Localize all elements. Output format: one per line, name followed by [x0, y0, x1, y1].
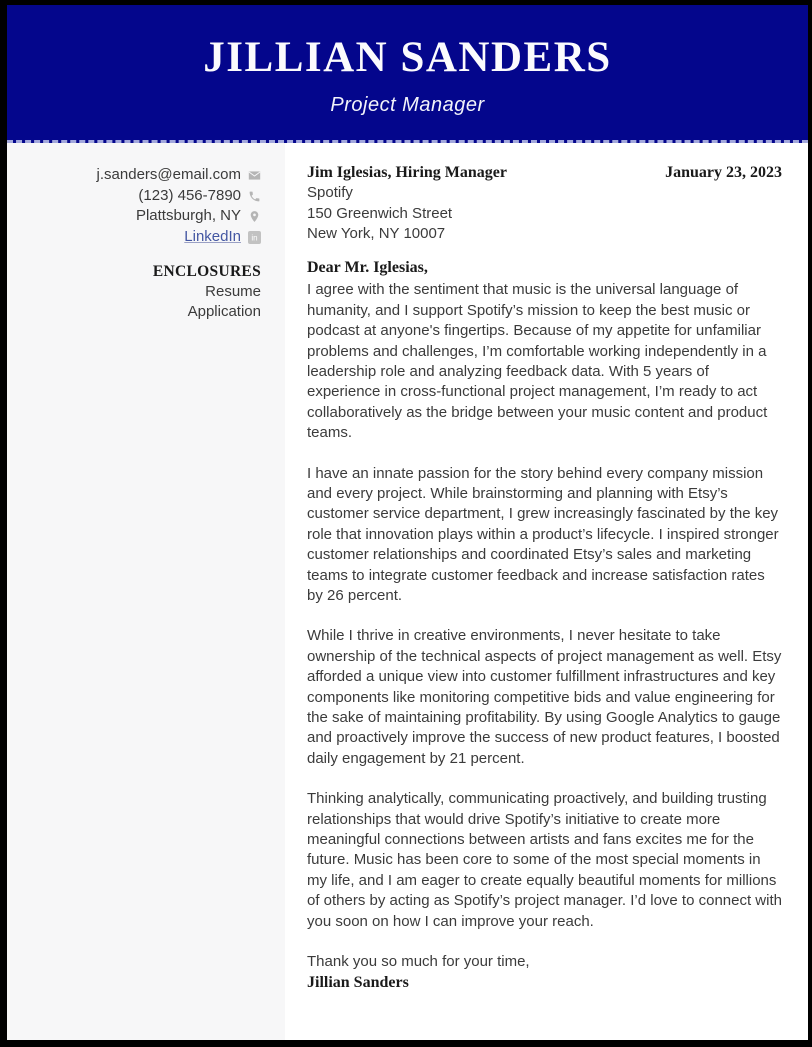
linkedin-icon[interactable]	[248, 231, 261, 244]
candidate-name: JILLIAN SANDERS	[203, 33, 612, 81]
signature-name: Jillian Sanders	[307, 974, 409, 992]
contact-row-email	[19, 165, 261, 186]
phone-icon	[248, 190, 261, 203]
letter-date: January 23, 2023	[665, 164, 782, 181]
location-icon	[248, 210, 261, 223]
recipient-name: Jim Iglesias, Hiring Manager	[307, 164, 507, 181]
letter-paragraph: I have an innate passion for the story behind every company mission and every project. While brainstorming and planning with Etsy’s customer service department, I grew increasingly fascinated by the key role that innovation plays within a product’s lifecycle. I inspired stronger customer relationships and coordinated Etsy’s sales and marketing teams to integrate customer feedback and increase satisfaction rates by 26 percent.	[307, 464, 779, 604]
enclosure-item-application: Application	[187, 302, 261, 320]
address-city: New York, NY 10007	[307, 225, 446, 242]
enclosures-heading: ENCLOSURES	[152, 262, 261, 280]
contact-row-linkedin	[19, 227, 261, 248]
contact-row-location	[19, 206, 261, 227]
recipient-row	[307, 163, 782, 183]
contact-row-phone	[19, 186, 261, 207]
location-text: Plattsburgh, NY	[135, 207, 241, 225]
svg-text:in: in	[251, 233, 258, 243]
phone-text: (123) 456-7890	[138, 186, 241, 204]
email-text: j.sanders@email.com	[96, 166, 241, 183]
enclosure-item-resume: Resume	[205, 283, 261, 301]
enclosures-section	[19, 262, 261, 322]
letter-paragraph: Thinking analytically, communicating proactively, and building trusting relationships that would drive Spotify’s initiative to create more meaningful connections between artists and fans excites me for the future. Music has been core to some of the most special moments in my life, and I am eager to create equally beautiful moments for millions of others by acting as Spotify’s project manager. I’d love to connect with you soon on how I can improve your reach.	[307, 790, 782, 930]
letter-paragraph: I agree with the sentiment that music is the universal language of humanity, and I support Spotify’s mission to keep the best music or podcast at anyone's fingertips. Because of my appetite for unfamiliar problems and challenges, I’m comfortable working independently in a leadership role and analyzing feedback data. With 5 years of experience in cross-functional project management, I’m ready to act collaboratively as the bridge between your music content and product teams.	[307, 281, 768, 442]
sidebar	[7, 143, 285, 1040]
address-street: 150 Greenwich Street	[307, 204, 453, 222]
closing-line: Thank you so much for your time,	[307, 953, 530, 971]
address-company: Spotify	[307, 184, 353, 202]
cover-letter-document	[7, 5, 808, 1040]
mail-icon	[248, 169, 261, 182]
salutation: Dear Mr. Iglesias,	[307, 259, 428, 277]
header-banner	[7, 5, 808, 143]
letter-paragraph: While I thrive in creative environments, I never hesitate to take ownership of the technical aspects of project management as well. Etsy afforded a unique view into customer fulfillment infrastructures and key components like monitoring competitive bids and value engineering for the sake of maintaining profitability. By using Google Analytics to gauge and proactively improve the success of new product features, I boosted daily engagement by 21 percent.	[307, 627, 782, 767]
letter-body	[285, 143, 808, 1040]
linkedin-link[interactable]: LinkedIn	[184, 228, 241, 246]
candidate-job-title: Project Manager	[330, 93, 485, 116]
document-body	[7, 143, 808, 1040]
